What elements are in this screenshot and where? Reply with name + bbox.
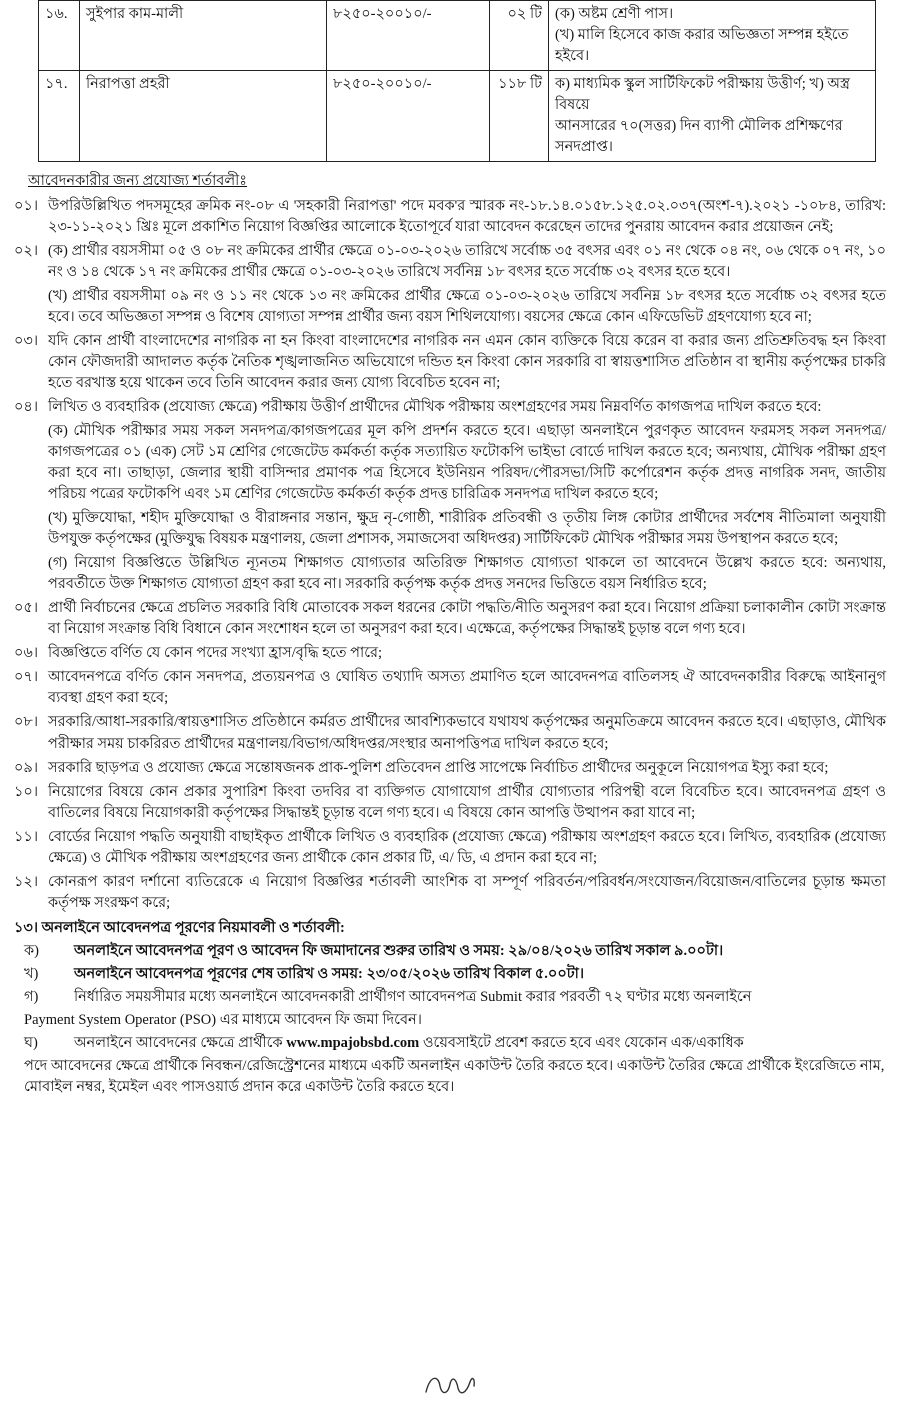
row-post-count: ০২ টি [490, 1, 549, 71]
condition-number: ০৪। [14, 399, 39, 416]
condition-item [14, 598, 886, 640]
condition-item [14, 331, 886, 394]
qualification-line: (ক) অষ্টম শ্রেণী পাস। [555, 6, 674, 22]
condition-text: বোর্ডের নিয়োগ পদ্ধতি অনুযায়ী বাছাইকৃত প্রার্থীকে লিখিত ও ব্যবহারিক (প্রযোজ্য ক্ষেত্রে) পরীক্ষায় অংশগ্রহণ করতে হবে। লিখিত, ব্যবহারিক (প্রযোজ্য ক্ষেত্রে) ও মৌখিক পরীক্ষায় অংশগ্রহণের জন্য প্রার্থীকে কোন প্রকার টি, এ/ ডি, এ প্রদান করা হবে না; [48, 828, 886, 866]
condition-subitem: (খ) মুক্তিযোদ্ধা, শহীদ মুক্তিযোদ্ধা ও বীরাঙ্গনার সন্তান, ক্ষুদ্র নৃ-গোষ্ঠী, শারীরিক প্রতিবন্ধী ও তৃতীয় লিঙ্গ কোটার প্রার্থীদের সর্বশেষ নীতিমালা অনুযায়ী উপযুক্ত কর্তৃপক্ষের (মুক্তিযুদ্ধ বিষয়ক মন্ত্রণালয়, জেলা প্রশাসক, সমাজসেবা অধিদপ্তর) সার্টিফিকেট মৌখিক পরীক্ষার সময় উপস্থাপন করতে হবে; [48, 510, 886, 548]
row-post-name: সুইপার কাম-মালী [80, 1, 327, 71]
row-serial: ১৭. [39, 71, 80, 162]
table-row [39, 1, 876, 71]
online-item-continuation: Payment System Operator (PSO) এর মাধ্যমে আবেদন ফি জমা দিবেন। [24, 1011, 422, 1028]
condition-number: ১২। [14, 873, 39, 890]
condition-text: আবেদনপত্রে বর্ণিত কোন সনদপত্র, প্রত্যয়নপত্র ও ঘোষিত তথ্যাদি অসত্য প্রমাণিত হলে আবেদনপত্র বাতিলসহ ঐ আবেদনকারীর বিরুদ্ধে আইনানুগ ব্যবস্থা গ্রহণ করা হবে; [48, 669, 886, 707]
condition-number: ০২। [14, 243, 39, 260]
condition-item [14, 397, 886, 418]
qualification-line: ক) মাধ্যমিক স্কুল সার্টিফিকেট পরীক্ষায় উত্তীর্ণ; খ) অস্ত্র বিষয়ে [555, 76, 850, 114]
condition-number: ০১। [14, 198, 39, 215]
condition-text: (ক) প্রার্থীর বয়সসীমা ০৫ ও ০৮ নং ক্রমিকের প্রার্থীর ক্ষেত্রে ০১-০৩-২০২৬ তারিখে সর্বোচ্চ ৩৫ বৎসর এবং ০১ নং থেকে ০৪ নং, ০৬ থেকে ০৭ নং, ১০ নং ও ১৪ থেকে ১৭ নং ক্রমিকের প্রার্থীর ক্ষেত্রে ০১-০৩-২০২৬ তারিখে সর্বনিম্ন ১৮ বৎসর হতে সর্বোচ্চ ৩২ বৎসর হতে হবে। [48, 243, 886, 281]
condition-subitem: (খ) প্রার্থীর বয়সসীমা ০৯ নং ও ১১ নং থেকে ১৩ নং ক্রমিকের প্রার্থীর ক্ষেত্রে ০১-০৩-২০২৬ তারিখে সর্বনিম্ন ১৮ বৎসর হতে সর্বোচ্চ ৩২ বৎসর হতে হবে। তবে অভিজ্ঞতা সম্পন্ন ও বিশেষ যোগ্যতা সম্পন্ন প্রার্থীর জন্য বয়স শিথিলযোগ্য। বয়সের ক্ষেত্রে কোন এফিডেভিট গ্রহণযোগ্য হবে না; [48, 288, 886, 326]
online-item-letter: ঘ) [24, 1034, 38, 1051]
condition-item [14, 241, 886, 283]
condition-text: সরকারি/আধা-সরকারি/স্বায়ত্তশাসিত প্রতিষ্ঠানে কর্মরত প্রার্থীদের আবশ্যিকভাবে যথাযথ কর্তৃপক্ষের অনুমতিক্রমে আবেদন করতে হবে। এছাড়াও, মৌখিক পরীক্ষার সময় চাকরিরত প্রার্থীদের মন্ত্রণালয়/বিভাগ/অধিদপ্তর/সংস্থার অনাপত্তিপত্র দাখিল করতে হবে; [48, 714, 886, 752]
condition-item [14, 643, 886, 664]
condition-item [14, 667, 886, 709]
row-post-count: ১১৮ টি [490, 71, 549, 162]
online-item-letter: খ) [24, 965, 39, 982]
row-qualification [549, 1, 876, 71]
condition-item [14, 758, 886, 779]
online-item [14, 987, 886, 1008]
online-item [14, 1033, 886, 1054]
condition-text: লিখিত ও ব্যবহারিক (প্রযোজ্য ক্ষেত্রে) পরীক্ষায় উত্তীর্ণ প্রার্থীদের মৌখিক পরীক্ষায় অংশগ্রহণের সময় নিম্নবর্ণিত কাগজপত্র দাখিল করতে হবে: [48, 399, 822, 416]
condition-number: ০৮। [14, 714, 39, 731]
online-section-title: ১৩। অনলাইনে আবেদনপত্র পূরণের নিয়মাবলী ও শর্তাবলী: [14, 919, 345, 936]
online-item-letter: গ) [24, 988, 39, 1005]
condition-number: ১১। [14, 828, 39, 845]
online-item-text: অনলাইনে আবেদনপত্র পূরণের শেষ তারিখ ও সময়: ২৩/০৫/২০২৬ তারিখ বিকাল ৫.০০টা। [74, 965, 585, 982]
online-item-text [74, 1033, 886, 1054]
online-item-text: নির্ধারিত সময়সীমার মধ্যে অনলাইনে আবেদনকারী প্রার্থীগণ আবেদনপত্র Submit করার পরবর্তী ৭২ ঘণ্টার মধ্যে অনলাইনে [74, 988, 752, 1005]
condition-text: নিয়োগের বিষয়ে কোন প্রকার সুপারিশ কিংবা তদবির বা ব্যক্তিগত যোগাযোগ প্রার্থীর যোগ্যতার পরিপন্থী বলে বিবেচিত হবে। আবেদনপত্র গ্রহণ ও বাতিলের বিষয়ে নিয়োগকারী কর্তৃপক্ষের সিদ্ধান্তই চূড়ান্ত বলে গণ্য হবে। এ বিষয়ে কোন আপত্তি উত্থাপন করা যাবে না; [48, 783, 886, 821]
online-item-text: অনলাইনে আবেদনপত্র পূরণ ও আবেদন ফি জমাদানের শুরুর তারিখ ও সময়: ২৯/০৪/২০২৬ তারিখ সকাল ৯.০০টা। [74, 942, 724, 959]
condition-text: প্রার্থী নির্বাচনের ক্ষেত্রে প্রচলিত সরকারি বিধি মোতাবেক সকল ধরনের কোটা পদ্ধতি/নীতি অনুসরণ করা হবে। নিয়োগ প্রক্রিয়া চলাকালীন কোটা সংক্রান্ত বা নিয়োগ সংক্রান্ত বিধি বিধানে কোন সংশোধন হলে তা অনুসরণ করা হবে। এক্ষেত্রে, কর্তৃপক্ষের সিদ্ধান্তই চূড়ান্ত বলে গণ্য হবে। [48, 600, 886, 638]
table-row [39, 71, 876, 162]
condition-number: ০৭। [14, 669, 39, 686]
condition-item [14, 782, 886, 824]
online-item-text-before: অনলাইনে আবেদনের ক্ষেত্রে প্রার্থীকে [74, 1034, 283, 1051]
qualification-line: আনসারের ৭০(সত্তর) দিন ব্যাপী মৌলিক প্রশিক্ষণের সনদপ্রাপ্ত। [555, 118, 843, 156]
condition-text: বিজ্ঞপ্তিতে বর্ণিত যে কোন পদের সংখ্যা হ্রাস/বৃদ্ধি হতে পারে; [48, 645, 383, 662]
online-item [14, 964, 886, 985]
condition-number: ১০। [14, 783, 39, 800]
condition-item [14, 712, 886, 754]
condition-number: ০৯। [14, 759, 39, 776]
posts-table [38, 0, 876, 162]
condition-item [14, 872, 886, 914]
condition-text: যদি কোন প্রার্থী বাংলাদেশের নাগরিক না হন কিংবা বাংলাদেশের নাগরিক নন এমন কোন ব্যক্তিকে বিয়ে করেন বা করার জন্য প্রতিশ্রুতিবদ্ধ হন কিংবা কোন ফৌজদারী আদালত কর্তৃক নৈতিক শৃঙ্খলাজনিত অভিযোগে দন্ডিত হন কিংবা কোন সরকারি বা স্বায়ত্তশাসিত প্রতিষ্ঠান বা স্থানীয় কর্তৃপক্ষের চাকরি হতে বরখাস্ত হয়ে থাকেন তবে তিনি আবেদন করার জন্য যোগ্য বিবেচিত হবেন না; [48, 333, 886, 392]
condition-text: কোনরূপ কারণ দর্শানো ব্যতিরেকে এ নিয়োগ বিজ্ঞপ্তির শর্তাবলী আংশিক বা সম্পূর্ণ পরিবর্তন/পরিবর্ধন/সংযোজন/বিয়োজন/বাতিলের চূড়ান্ত ক্ষমতা কর্তৃপক্ষ সংরক্ষণ করে; [48, 873, 886, 911]
condition-number: ০৬। [14, 645, 39, 662]
condition-subitem: (ক) মৌখিক পরীক্ষার সময় সকল সনদপত্র/কাগজপত্রের মূল কপি প্রদর্শন করতে হবে। এছাড়া অনলাইনে পুরণকৃত আবেদন ফরমসহ সকল সনদপত্র/কাগজপত্রের ০১ (এক) সেট ১ম শ্রেণির গেজেটেড কর্মকর্তা কর্তৃক সত্যায়িত ফটোকপি ভাইভা বোর্ডে দাখিল করতে হবে; অন্যথায়, মৌখিক পরীক্ষা গ্রহণ করা হবে না। তাছাড়া, জেলার স্থায়ী বাসিন্দার প্রমাণক পত্র হিসেবে ইউনিয়ন পরিষদ/পৌরসভা/সিটি কর্পোরেশন কর্তৃক প্রদত্ত নাগরিক সনদ, জাতীয় পরিচয় পত্রের ফটোকপি এবং ১ম শ্রেণির গেজেটেড কর্মকর্তা কর্তৃক প্রদত্ত চারিত্রিক সনদপত্র দাখিল করতে হবে; [48, 423, 886, 503]
qualification-line: (খ) মালি হিসেবে কাজ করার অভিজ্ঞতা সম্পন্ন হইতে হইবে। [555, 27, 849, 65]
condition-subitem: (গ) নিয়োগ বিজ্ঞপ্তিতে উল্লিখিত ন্যূনতম শিক্ষাগত যোগ্যতার অতিরিক্ত শিক্ষাগত যোগ্যতা থাকলে তা আবেদনে উল্লেখ করতে হবে: অন্যথায়, পরবর্তীতে উক্ত শিক্ষাগত যোগ্যতা গ্রহণ করা হবে না। সরকারি কর্তৃপক্ষ কর্তৃক প্রদত্ত সনদের ভিত্তিতে বয়স নির্ধারিত হবে; [48, 555, 886, 593]
website-link[interactable]: www.mpajobsbd.com [286, 1034, 420, 1051]
online-item-continuation: পদে আবেদনের ক্ষেত্রে প্রার্থীকে নিবন্ধন/রেজিস্ট্রেশনের মাধ্যমে একটি অনলাইন একাউন্ট তৈরি করতে হবে। একাউন্ট তৈরির ক্ষেত্রে প্রার্থীকে ইংরেজিতে নাম, মোবাইল নম্বর, ইমেইল এবং পাসওয়ার্ড প্রদান করে একাউন্ট তৈরি করতে হবে। [24, 1057, 885, 1095]
row-pay-scale: ৮২৫০-২০০১০/- [327, 1, 490, 71]
conditions-list [14, 196, 886, 914]
online-item-letter: ক) [24, 942, 39, 959]
online-list [14, 941, 886, 1098]
condition-item [14, 196, 886, 238]
online-item-text-after: ওয়েবসাইটে প্রবেশ করতে হবে এবং যেকোন এক/একাধিক [422, 1034, 744, 1051]
row-qualification [549, 71, 876, 162]
condition-item [14, 827, 886, 869]
condition-number: ০৩। [14, 333, 39, 350]
signature-icon [420, 1368, 480, 1400]
online-item [14, 941, 886, 962]
condition-text: উপরিউল্লিখিত পদসমূহের ক্রমিক নং-০৮ এ 'সহকারী নিরাপত্তা' পদে মবক'র স্মারক নং-১৮.১৪.০১৫৮.১২৫.০২.০৩৭(অংশ-৭).২০২১ -১০৮৪, তারিখ: ২৩-১১-২০২১ খ্রিঃ মূলে প্রকাশিত নিয়োগ বিজ্ঞপ্তির আলোকে ইতোপূর্বে যারা আবেদন করেছেন তাদের পুনরায় আবেদন করার প্রয়োজন নেই; [48, 198, 886, 236]
notice-page [14, 0, 886, 1100]
condition-text: সরকারি ছাড়পত্র ও প্রযোজ্য ক্ষেত্রে সন্তোষজনক প্রাক-পুলিশ প্রতিবেদন প্রাপ্তি সাপেক্ষে নির্বাচিত প্রার্থীদের অনুকূলে নিয়োগপত্র ইস্যু করা হবে; [48, 759, 829, 776]
row-post-name: নিরাপত্তা প্রহরী [80, 71, 327, 162]
row-pay-scale: ৮২৫০-২০০১০/- [327, 71, 490, 162]
row-serial: ১৬. [39, 1, 80, 71]
condition-number: ০৫। [14, 600, 39, 617]
conditions-title: আবেদনকারীর জন্য প্রযোজ্য শর্তাবলীঃ [28, 173, 248, 190]
